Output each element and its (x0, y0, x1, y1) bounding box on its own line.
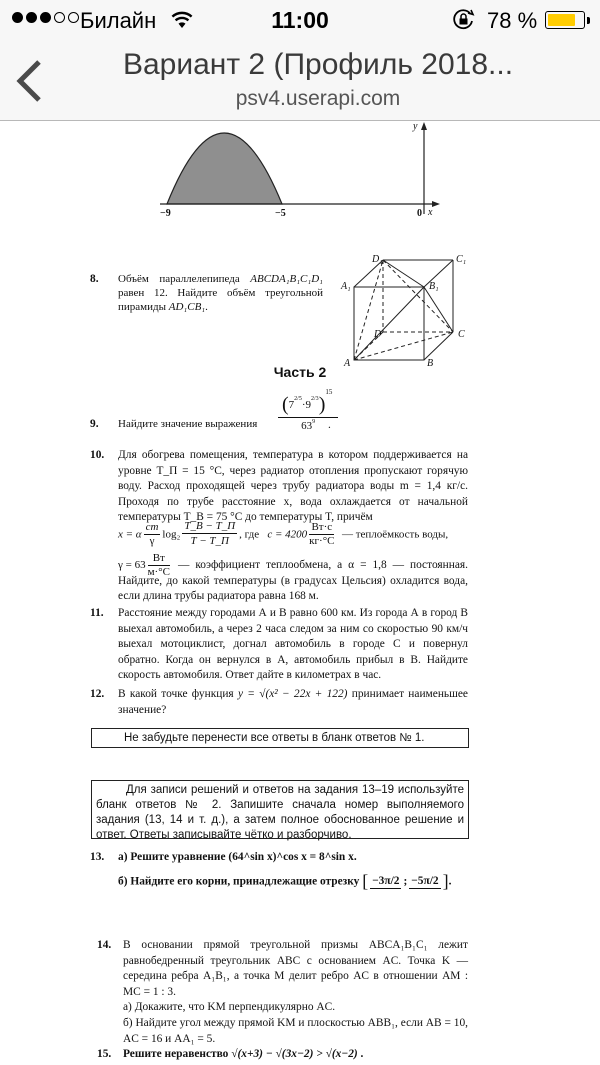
task-8-text-a: Объём параллелепипеда (118, 273, 251, 285)
parabola-area-graph (150, 122, 450, 222)
tick-label-zero: 0 (417, 208, 422, 219)
expression-numerator: $(7^{2/5}\cdot 9^{2/3})^{15}$ (278, 390, 338, 418)
vertex-label-B: B (427, 358, 434, 369)
log-2: log₂ (162, 528, 181, 541)
denominator-63: 63 (301, 419, 313, 432)
frac-den: м·°С (147, 566, 170, 578)
notice-answer-sheet-2: Для записи решений и ответов на задания 13–19 используйте бланк ответов № 2. Запишите сначала номер выполняемого задания (13, 14 и т. д.), а затем полное обоснованное решение и ответ. Ответы записывайте чётко и разборчиво. (91, 780, 469, 839)
battery-percent: 78 % (487, 8, 538, 33)
task-9-period: . (328, 419, 331, 431)
task-8-text-b: равен 12. Найдите объём треугольной пирамиды (118, 287, 323, 313)
frac-den: γ (149, 535, 155, 548)
battery-level (548, 14, 575, 26)
task-11-number: 11. (90, 607, 104, 619)
rotation-lock-icon (452, 9, 476, 37)
status-bar (0, 0, 600, 40)
frac-num: cm (145, 521, 159, 534)
fraction-cm-gamma (144, 521, 161, 548)
task-12-text-b: принимает наименьшее значение? (118, 688, 468, 716)
vertex-label-C1: C₁ (456, 254, 467, 265)
task-11-text: Расстояние между городами А и В равно 600 км. Из города А в город В выехал автомобиль, а через 2 часа следом за ним со скоростью 90 км/ч выехал мотоциклист, догнал автомобиль в городе С и повернул обратно. Когда он вернулся в А, автомобиль прибыл в В. Найдите скорость автомобиля. Ответ дайте в километрах в час. (118, 607, 468, 681)
task-8-number: 8. (90, 273, 99, 285)
where-text: , где (239, 528, 260, 541)
fraction-temperatures (182, 520, 237, 550)
frac-num: Вт·с (309, 521, 334, 535)
battery-tip (587, 17, 590, 24)
den-exp-9: 9 (312, 418, 316, 425)
frac-num: T_В − T_П (184, 520, 236, 532)
task-14-part-a: а) Докажите, что KM перпендикулярно AC. (123, 1001, 336, 1013)
task-15-label: Решите неравенство (123, 1048, 232, 1060)
browser-header (0, 0, 600, 121)
y-axis-label: y (413, 121, 418, 132)
vertex-label-D1: D₁ (372, 254, 383, 265)
task-14-number: 14. (97, 939, 112, 951)
parallelepiped-figure (340, 252, 480, 367)
vertex-label-C: C (458, 329, 465, 340)
task-13-part-b-label: б) Найдите его корни, принадлежащие отрезку (118, 875, 363, 888)
task-13-part-b: б) Найдите его корни, принадлежащие отрезку [ −3π/2 ; −5π/2 ]. (118, 871, 452, 891)
task-12-text (118, 687, 468, 718)
page-domain: psv4.userapi.com (235, 87, 401, 110)
vertex-label-A: A (344, 358, 351, 369)
task-9-text: Найдите значение выражения (118, 418, 258, 430)
task-12-text-a: В какой точке функция (118, 688, 238, 700)
clock: 11:00 (271, 7, 329, 33)
c-description: — теплоёмкость воды, (341, 528, 449, 541)
task-13-number: 13. (90, 851, 105, 863)
task-13-part-a-label: а) Решите уравнение (118, 851, 229, 863)
vertex-label-B1: B₁ (429, 281, 439, 292)
task-12-number: 12. (90, 688, 105, 700)
document-view[interactable] (0, 122, 600, 1065)
battery-icon (545, 11, 585, 29)
frac-den: T − T_П (190, 535, 229, 547)
task-14-text: В основании прямой треугольной призмы ABCA₁B₁C₁ лежит равнобедренный треугольник ABC с основанием AC. Точка K — середина ребра A₁B₁, а точка M делит ребро AC в отношении AM : MC = 1 : 3. (123, 939, 468, 998)
base-7: 7 (288, 399, 295, 411)
task-9-number: 9. (90, 418, 99, 430)
interval-right (409, 875, 440, 889)
interval-left-value: −3π/2 (372, 874, 400, 887)
task-15-inequality: √(x+3) − √(3x−2) > √(x−2) (231, 1048, 358, 1060)
vertex-label-A1: A₁ (341, 281, 351, 292)
task-8-text-c: . (205, 301, 208, 313)
task-10-formula-line (118, 520, 470, 550)
base-9: 9 (305, 399, 312, 411)
task-10-number: 10. (90, 449, 105, 461)
task-15-text: Решите неравенство √(x+3) − √(3x−2) > √(x−2) . (123, 1048, 364, 1060)
interval-right-value: −5π/2 (411, 874, 439, 887)
task-10-gamma-description: — коэффициент теплообмена, а α = 1,8 — постоянная. Найдите, до какой температуры (в градусах Цельсия) охладится вода, если длина трубы радиатора равна 168 м. (118, 559, 468, 602)
carrier-name: Билайн (80, 8, 157, 33)
x-axis-label: x (428, 207, 433, 218)
task-10-intro: Для обогрева помещения, температура в котором поддерживается на уровне T_П = 15 °С, через радиатор отопления пропускают горячую воду. Расход проходящей через трубу радиатора воды m = 1,4 кг/с. Проходя по трубе расстояние x, вода охлаждается от начальной температуры T_В = 75 °С до температуры T, причём (118, 449, 468, 523)
task-14-part-b: б) Найдите угол между прямой KM и плоскостью ABB₁, если AB = 10, AC = 16 и AA₁ = 5. (123, 1017, 468, 1045)
task-8-pyramid: AD₁CB₁ (168, 301, 206, 313)
section-heading-part-2: Часть 2 (273, 364, 327, 380)
notice-answer-sheet-1: Не забудьте перенести все ответы в бланк ответов № 1. (91, 728, 469, 748)
task-8-text (118, 272, 323, 314)
frac-num: Вт (148, 552, 170, 566)
exp-2-3: 2/3 (311, 396, 319, 402)
outer-exp-15: 15 (325, 388, 333, 396)
c-value: c = 4200 (267, 528, 308, 541)
task-15-number: 15. (97, 1048, 112, 1060)
vertex-label-D: D (374, 329, 382, 340)
task-12-formula: y = √(x² − 22x + 122) (237, 688, 348, 700)
task-8-figure: ABCDA₁B₁C₁D₁ (250, 273, 323, 285)
frac-den: кг·°С (309, 535, 335, 548)
tick-label-minus-5: −5 (275, 208, 286, 219)
exp-2-5: 2/5 (294, 396, 302, 402)
gamma-value: γ = 63 (118, 559, 146, 572)
interval-left (370, 875, 401, 889)
formula-x-alpha: x = α (118, 528, 142, 541)
task-13-part-a: а) Решите уравнение (64^sin x)^cos x = 8^sin x. (118, 851, 357, 863)
fraction-c-unit (309, 521, 334, 548)
tick-label-minus-9: −9 (160, 208, 171, 219)
page-title: Вариант 2 (Профиль 2018... (122, 48, 514, 81)
task-13-equation: (64^sin x)^cos x = 8^sin x (228, 851, 354, 863)
